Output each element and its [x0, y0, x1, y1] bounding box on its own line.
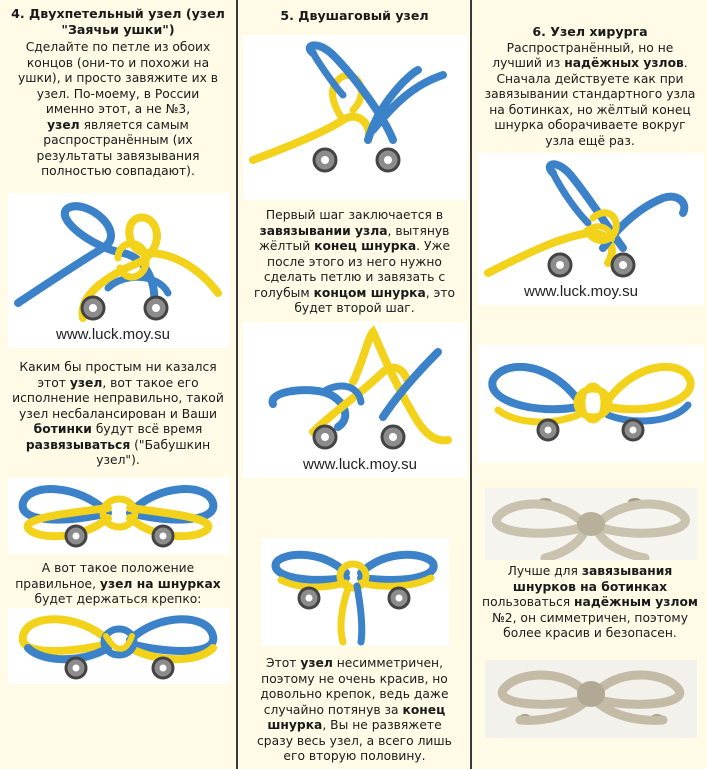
watermark: www.luck.moy.su: [303, 456, 417, 473]
column-divider: [236, 0, 238, 769]
instruction-text: А вот такое положение правильное, узел на шнурках будет держаться крепко:: [15, 561, 221, 606]
instruction-text: 6. Узел хирурга Распространённый, но не лучший из надёжных узлов. Сначала действуете как при завязывании стандартного узла на ботинках, но жёлтый конец шнурка оборачиваете вокруг узла ещё раз.: [484, 24, 696, 148]
watermark: www.luck.moy.su: [524, 283, 638, 300]
column-surgeon-knot: [473, 0, 707, 769]
two-step-first-diagram: [243, 35, 467, 200]
instruction-text: Каким бы простым ни казался этот узел, вот такое его исполнение неправильно, такой узел несбалансирован и Ваши ботинки будут всё время развязываться ("Бабушкин узел").: [12, 360, 224, 467]
granny-knot-diagram: [8, 478, 230, 554]
rope-knot-photo: [485, 660, 697, 738]
surgeon-knot-first-diagram: [478, 153, 704, 305]
instruction-text: Лучше для завязывания шнурков на ботинках пользоваться надёжным узлом №2, он симметричен, поэтому более красив и безопасен.: [482, 564, 698, 640]
instruction-text: Этот узел несимметричен, поэтому не очень красив, но довольно крепок, ведь даже случайно потянув за конец шнурка, Вы не развяжете сразу весь узел, а всего лишь его вторую половину.: [257, 656, 452, 763]
section-title: 6. Узел хирурга: [532, 24, 648, 39]
two-step-second-diagram: [243, 322, 467, 478]
watermark: www.luck.moy.su: [56, 326, 170, 343]
two-step-result-diagram: [261, 538, 449, 646]
section-title: 4. Двухпетельный узел (узел "Заячьи ушки"): [11, 6, 225, 37]
column-divider: [470, 0, 472, 769]
rope-knot-photo: [485, 488, 697, 560]
surgeon-knot-second-diagram: [478, 345, 704, 463]
column-double-loop-knot: [0, 0, 236, 769]
instruction-text: Первый шаг заключается в завязывании узла, вытянув жёлтый конец шнурка. Уже после этого из него нужно сделать петлю и завязать с голубым концом шнурка, это будет второй шаг.: [253, 208, 456, 315]
instruction-text: Сделайте по петле из обоих концов (они-то и похожи на ушки), и просто завяжите их в узел. По-моему, в России именно этот, а не №3, узел является самым распространённым (их результаты завязывания полностью совпадают).: [17, 40, 219, 178]
column-two-step-knot: [239, 0, 470, 769]
bunny-ears-knot-diagram: [8, 193, 230, 348]
section-title: 5. Двушаговый узел: [280, 8, 429, 23]
correct-knot-diagram: [8, 608, 230, 684]
